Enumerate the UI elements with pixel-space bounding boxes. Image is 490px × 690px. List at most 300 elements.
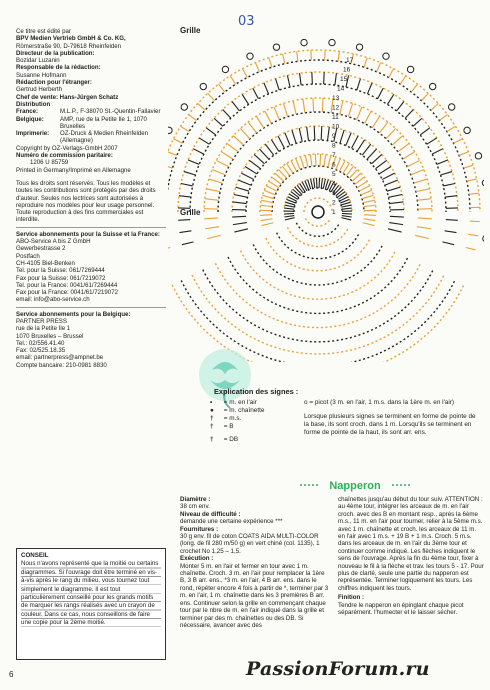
article-section-label: Niveau de difficulté : (180, 510, 241, 518)
stitch-mark (189, 115, 197, 121)
article-section-text: 30 g env. fil de coton COATS AIDA MULTI-COLOR (long. de fil 280 m/50 g) en vert chiné (col. 1135), 1 crochet No 1,25 – 1,5. (180, 533, 320, 555)
stitch-mark (361, 190, 372, 194)
stitch-mark (365, 111, 372, 123)
stitch-mark (342, 216, 352, 217)
stitch-mark (230, 76, 235, 84)
picot-mark (181, 104, 187, 110)
stitch-mark (168, 152, 177, 156)
stitch-mark (269, 58, 272, 68)
stitch-mark (168, 247, 170, 249)
stitch-mark (343, 163, 350, 173)
stitch-mark (398, 143, 409, 151)
stitch-mark (362, 144, 371, 155)
stitch-mark (342, 213, 352, 214)
stitch-mark (181, 184, 193, 186)
stitch-mark (297, 51, 298, 61)
stitch-mark (206, 128, 216, 135)
stitch-mark (386, 129, 396, 139)
picot-mark (482, 180, 484, 186)
legend-symbol-icon: † (210, 415, 214, 422)
round-number-label: 3 (332, 190, 336, 197)
stitch-mark (264, 83, 269, 94)
stitch-mark (264, 190, 275, 194)
stitch-mark (262, 223, 274, 226)
grille-label: Grille (180, 26, 201, 35)
legend-text: = DB (222, 436, 239, 443)
printer-key: Imprimerie: (16, 130, 50, 138)
stitch-mark (328, 155, 331, 167)
stitch-mark (441, 172, 452, 175)
stitch-mark (249, 160, 260, 168)
stitch-mark (178, 220, 190, 221)
stitch-mark (271, 140, 279, 152)
stitch-mark (232, 101, 239, 110)
stitch-mark (285, 218, 295, 220)
picot-mark (200, 83, 206, 89)
stitch-mark (219, 84, 225, 92)
finition-label: Finition : (338, 594, 365, 602)
belgique-line: PARTNER PRESS (16, 317, 67, 325)
round-number-label: 6 (332, 161, 336, 169)
stitch-mark (338, 51, 339, 61)
page-number: 6 (9, 670, 14, 679)
round-number-label: 4 (332, 180, 336, 188)
stitch-mark (212, 170, 225, 175)
picot-mark (329, 39, 335, 45)
stitch-mark (284, 216, 294, 217)
redaction-label: Responsable de la rédaction: (16, 64, 101, 72)
stitch-mark (323, 179, 325, 189)
stitch-mark (411, 170, 424, 175)
stitch-mark (311, 179, 313, 189)
stitch-mark (389, 69, 394, 78)
picot-icon: o (304, 399, 308, 406)
stitch-mark (367, 149, 377, 159)
stitch-mark (278, 136, 285, 148)
stitch-mark (276, 79, 280, 90)
stitch-mark (313, 98, 314, 112)
stitch-mark (342, 208, 352, 209)
stitch-mark (364, 215, 376, 216)
stitch-mark (265, 111, 272, 123)
stitch-mark (314, 178, 315, 188)
legend-symbol-icon: † (210, 423, 214, 430)
round-number-label: 11 (332, 114, 339, 121)
stitch-mark (327, 127, 329, 141)
stitch-mark (357, 181, 367, 187)
belgique-line: email: partnerpress@ampnet.be (16, 354, 104, 362)
stitch-mark (397, 101, 404, 110)
stitch-mark (233, 136, 243, 145)
suisse-title: Service abonnements pour la Suisse et la France: (16, 230, 160, 238)
stitch-mark (256, 116, 264, 128)
diagram-ring (253, 244, 383, 285)
suisse-line: Postfach (16, 252, 40, 260)
legend (210, 388, 480, 449)
belgique-line: Compte bancaire: 210-0981 8830 (16, 361, 107, 369)
stitch-mark (372, 116, 380, 128)
stitch-mark (378, 88, 384, 99)
stitch-mark (198, 104, 205, 111)
article-section-text: demande une certaine expérience *** (180, 518, 283, 526)
picot-mark (383, 53, 389, 59)
conseil-box (16, 548, 166, 660)
picot-mark (356, 44, 362, 50)
legend-symbol-icon: • (210, 399, 213, 406)
stitch-mark (467, 179, 477, 181)
suisse-line: Fax pour la France: 0041/61/7219072 (16, 289, 118, 297)
stitch-mark (253, 88, 259, 99)
stitch-mark (388, 229, 402, 232)
diagram-ring (260, 154, 376, 212)
stitch-mark (352, 136, 359, 148)
legend-item (210, 407, 300, 415)
stitch-mark (379, 122, 388, 133)
stitch-mark (297, 185, 303, 193)
stitch-mark (209, 179, 222, 183)
picot-mark (464, 127, 470, 133)
stitch-mark (357, 140, 365, 152)
center-ring (312, 206, 324, 218)
stitch-mark (413, 118, 422, 126)
legend-note: Lorsque plusieurs signes se terminent en forme de pointe de la base, ils sont croch. dans 1 m. Lorsqu'ils se terminent en forme de pointe de la haut, ils sont arr. ens. (304, 413, 476, 436)
stitch-mark (469, 193, 479, 194)
stitch-mark (259, 149, 269, 159)
stitch-mark (321, 126, 322, 140)
stitch-mark (363, 200, 375, 202)
stitch-mark (233, 202, 247, 204)
publisher-intro: Ce titre est édité par (16, 28, 71, 35)
stitch-mark (292, 130, 296, 143)
commission-value: 1206 U 85759 (30, 159, 69, 167)
stitch-mark (199, 138, 209, 144)
stitch-mark (233, 223, 247, 225)
publisher-address: Römerstraße 90, D-79618 Rheinfelden (16, 42, 122, 50)
stitch-mark (336, 159, 341, 170)
stitch-mark (421, 93, 428, 100)
article-column-right (338, 496, 484, 617)
stitch-mark (182, 242, 194, 245)
stitch-mark (403, 152, 415, 159)
stitch-mark (439, 115, 447, 121)
stitch-mark (242, 94, 249, 104)
suisse-line: ABO-Service A bis Z GmbH (16, 238, 91, 246)
round-number-label: 17 (346, 57, 354, 64)
distribution-belgium (16, 116, 166, 131)
diagram-marks (168, 39, 484, 362)
stitch-mark (417, 227, 431, 229)
legend-item (210, 436, 300, 444)
picot-mark (429, 83, 435, 89)
stitch-mark (420, 128, 430, 135)
legend-text: = m.s. (222, 415, 242, 422)
stitch-mark (446, 220, 458, 221)
stitch-mark (287, 75, 290, 87)
stitch-mark (427, 138, 437, 144)
publisher-name: BPV Medien Vertrieb GmbH & Co. KG, (16, 35, 126, 43)
stitch-mark (254, 154, 264, 163)
picot-mark (407, 66, 413, 72)
legend-item (210, 415, 300, 423)
distribution-label: Distribution (16, 100, 51, 108)
stitch-mark (387, 94, 394, 104)
stitch-mark (407, 160, 419, 166)
director-label: Directeur de la publication: (16, 49, 95, 57)
napperon-title: Napperon (329, 480, 381, 492)
stitch-mark (442, 242, 454, 245)
stitch-mark (389, 223, 403, 225)
stitch-mark (390, 216, 404, 217)
stitch-mark (305, 155, 308, 167)
diagram-ring (232, 123, 404, 212)
stitch-mark (324, 72, 325, 84)
imprint-column (16, 28, 166, 369)
printed-in: Printed in Germany/Imprimé en Allemagne (16, 166, 131, 174)
stitch-mark (454, 139, 463, 144)
round-number-label: 7 (332, 152, 336, 159)
handwritten-number: 03 (238, 14, 255, 29)
picot-mark (449, 104, 455, 110)
stitch-mark (336, 189, 343, 196)
conseil-title: CONSEIL (21, 552, 49, 559)
stitch-mark (417, 199, 431, 201)
stitch-mark (443, 184, 455, 186)
suisse-line: email: info@abo-service.ch (16, 296, 90, 304)
stitch-mark (293, 101, 296, 115)
foreign-redaction-label: Rédaction pour l'étranger: (16, 79, 92, 87)
stitch-mark (261, 200, 273, 202)
stitch-mark (459, 152, 468, 156)
picot-mark (301, 39, 307, 45)
printer (16, 130, 166, 145)
stitch-mark (206, 189, 220, 192)
stitch-mark (341, 218, 351, 220)
director-name: Bozidar Luzanin (16, 57, 60, 65)
stitch-mark (296, 159, 301, 170)
diagram-ring (266, 238, 370, 271)
stitch-mark (234, 194, 248, 197)
suisse-lines (16, 238, 166, 304)
stitch-mark (357, 79, 361, 90)
stitch-mark (299, 128, 302, 142)
diagram-ring (304, 198, 332, 212)
stitch-mark (232, 216, 246, 217)
stitch-mark (216, 160, 228, 166)
suisse-line: Tel. pour la France: 0041/61/7269444 (16, 281, 118, 289)
legend-text: = B (222, 423, 234, 430)
diagram-ring (203, 270, 433, 342)
stitch-mark (405, 109, 413, 118)
stitch-mark (285, 205, 295, 207)
stitch-mark (415, 235, 429, 238)
belgique-title: Service abonnements pour la Belgique: (16, 310, 131, 318)
stitch-mark (291, 161, 297, 172)
picot-mark (247, 53, 253, 59)
belgium-value: AMP, rue de la Petite Ile 1, 1070 Bruxelles (60, 115, 147, 130)
suisse-line: Tel. pour la Suisse: 061/7269444 (16, 267, 105, 275)
stitch-mark (174, 139, 183, 144)
round-number-label: 5 (332, 171, 336, 178)
stitch-mark (274, 107, 279, 120)
stitch-mark (245, 167, 257, 174)
stitch-mark (260, 215, 272, 216)
diagram-ring (296, 223, 339, 237)
article-column-left (180, 496, 330, 629)
stitch-mark (363, 223, 375, 226)
printer-value: OZ-Druck & Medien Rheinfelden (Allemagne) (60, 130, 149, 145)
stitch-mark (431, 104, 438, 111)
legend-title: Explication des signes : (214, 387, 299, 396)
stitch-mark (168, 165, 172, 168)
legend-text: = m. en l'air (222, 399, 257, 406)
stitch-mark (269, 181, 279, 187)
picot-mark (483, 235, 484, 241)
stitch-mark (204, 218, 218, 219)
stitch-mark (390, 202, 404, 204)
legend-text: = m. chaînette (222, 407, 265, 414)
stitch-mark (284, 213, 294, 214)
stitch-mark (234, 229, 248, 232)
legend-picot (304, 399, 480, 407)
legend-symbol-icon: ● (210, 407, 214, 414)
stitch-mark (385, 180, 398, 185)
stitch-mark (238, 180, 251, 185)
diagram-ring (287, 227, 348, 246)
stitch-mark (243, 69, 248, 78)
stitch-mark (205, 199, 219, 201)
stitch-mark (303, 99, 305, 113)
stitch-mark (285, 133, 290, 146)
grille-label: Grille (180, 208, 201, 217)
picot-mark (168, 127, 172, 133)
diagram-ring (190, 84, 446, 212)
round-number-label: 9 (332, 133, 336, 140)
stitch-mark (315, 154, 316, 166)
suisse-line: Gewerbestrasse 2 (16, 245, 66, 253)
crochet-diagram (168, 22, 484, 362)
stitch-mark (291, 192, 299, 198)
suisse-line: CH-4105 Biel-Benken (16, 259, 75, 267)
sales-chief: Chef de vente: Hans-Jürgen Schatz (16, 93, 119, 101)
stitch-mark (265, 144, 274, 155)
belgique-lines (16, 318, 166, 369)
stitch-mark (341, 205, 351, 207)
stitch-mark (359, 186, 370, 191)
stitch-mark (364, 205, 376, 206)
stitch-mark (214, 118, 223, 126)
belgique-line: 1070 Bruxelles – Brussel (16, 332, 84, 340)
stitch-mark (411, 84, 417, 92)
stitch-mark (468, 234, 478, 235)
belgique-line: rue de la Petite Ile 1 (16, 325, 71, 333)
stitch-mark (337, 192, 345, 198)
stitch-mark (241, 173, 253, 179)
diagram-ring (305, 218, 330, 226)
legend-item (210, 399, 300, 407)
commission-label: Numéro de commission paritaire: (16, 152, 113, 160)
stitch-mark (260, 205, 272, 206)
stitch-mark (388, 194, 402, 197)
stitch-mark (248, 122, 257, 133)
stitch-mark (362, 195, 373, 198)
stitch-mark (432, 149, 443, 154)
stitch-mark (346, 133, 351, 146)
round-number-label: 16 (343, 66, 351, 74)
stitch-mark (179, 196, 191, 197)
round-number-label: 13 (332, 95, 340, 102)
finition-text: Tendre le napperon en épinglant chaque picot séparément. l'humecter et le laisser sécher. (338, 601, 464, 617)
france-key: France: (16, 108, 39, 116)
picot-mark (475, 153, 481, 159)
round-number-label: 10 (332, 123, 340, 131)
legend-item (210, 423, 300, 431)
picot-mark (222, 66, 228, 72)
stitch-mark (227, 143, 238, 151)
stitch-mark (181, 126, 189, 131)
divider (16, 307, 166, 308)
stitch-mark (300, 157, 304, 168)
stitch-mark (322, 98, 323, 112)
stitch-mark (295, 187, 302, 194)
stitch-mark (340, 130, 344, 143)
napperon-banner (300, 476, 410, 494)
stitch-mark (348, 103, 352, 116)
stitch-mark (208, 93, 215, 100)
round-number-label: 12 (332, 104, 340, 112)
stitch-mark (324, 155, 326, 167)
stitch-mark (307, 127, 309, 141)
round-number-label: 1 (332, 209, 336, 216)
stitch-mark (205, 227, 219, 229)
article-section-label: Diamètre : (180, 496, 211, 503)
stitch-mark (387, 187, 400, 191)
round-number-label: 2 (332, 199, 336, 207)
stitch-mark (447, 126, 455, 131)
stitch-mark (266, 186, 277, 191)
stitch-mark (283, 103, 287, 116)
conseil-text: Nous n'avons représenté que la moitié ou certains diagrammes. Si l'ouvrage doit être terminé en vis-à-vis après le rang du milieu, vous tournez tout simplement le diagramme. Il est tout particulièrement conseillé pour les grands motifs de marquer les rangs réalisés avec un crayon de couleur. Dans ce cas, nous conseillons de faire une copie pour la 2ème moitié. (21, 560, 161, 627)
stitch-mark (240, 129, 250, 139)
stitch-mark (283, 54, 285, 64)
stitch-mark (340, 101, 343, 115)
diagram-ring (228, 257, 408, 313)
stitch-mark (376, 160, 387, 168)
stitch-mark (382, 173, 394, 179)
stitch-mark (392, 136, 402, 145)
stitch-mark (312, 72, 313, 84)
stitch-mark (180, 231, 192, 233)
article-section-label: Exécution : (180, 555, 214, 563)
article-section-text: Monter 5 m. en l'air et fermer en tour avec 1 m. chaînette. Croch. 3 m. en l'air pour remplacer la 1ère B, 3 B arr. ens., *3 m. en l'air, 4 B arr. ens. dans le rond, répéter encore 4 fois à partir de *, terminer par 3 m. en l'air, 1 m. chaînette dans les 3 premières B arr. ens. Continuer selon la grille en commençant chaque tour par le nbre de m. en l'air indiqué dans la grille et terminer par des m. chaînettes ou des DB. Si nécessaire, avancer avec des (180, 562, 329, 629)
article-right-text: chaînettes jusqu'au début du tour suiv. ATTENTION : au 4ème tour, intégrer les arceaux de m. en l'air croch. avec des B en montant resp., après la 6ème m.s., 11 m. en l'air pour tourner, relier à la 5ème m.s. avec 1 m. chaînette et croch. les arceaux de 11 m. en l'air avec 1 m.s. + 19 B + 1 m.s. Croch. 5 m.s. dans les arceaux de m. en l'air du 3ème tour et continuer comme indiqué. Les flèches indiquent le sens de l'ouvrage. Après la fin du 4ème tour, fixer à nouveau le fil à la flèche et trav. les tours 5 - 17. Pour plus de clarté, seule une partie du napperon est représentée. Terminer logiquement les tours. Les chiffres indiquent les tours. (338, 496, 484, 592)
stitch-mark (300, 73, 302, 85)
stitch-mark (367, 83, 372, 94)
legend-picot-text: = picot (3 m. en l'air, 1 m.s. dans la 1ère m. en l'air) (309, 399, 455, 406)
stitch-mark (437, 160, 448, 164)
distribution-france (16, 108, 166, 115)
stitch-mark (320, 154, 321, 166)
stitch-mark (207, 235, 221, 238)
round-number-label: 15 (340, 76, 348, 83)
stitch-mark (400, 76, 405, 84)
stitch-mark (310, 155, 312, 167)
stitch-mark (357, 107, 362, 120)
suisse-line: Fax pour la Suisse: 061/7219072 (16, 274, 106, 282)
diagram-ring (277, 233, 360, 259)
legend-symbol-icon: † (210, 436, 214, 443)
foreign-redaction-name: Gertrud Herberth (16, 86, 63, 94)
stitch-mark (321, 178, 322, 188)
